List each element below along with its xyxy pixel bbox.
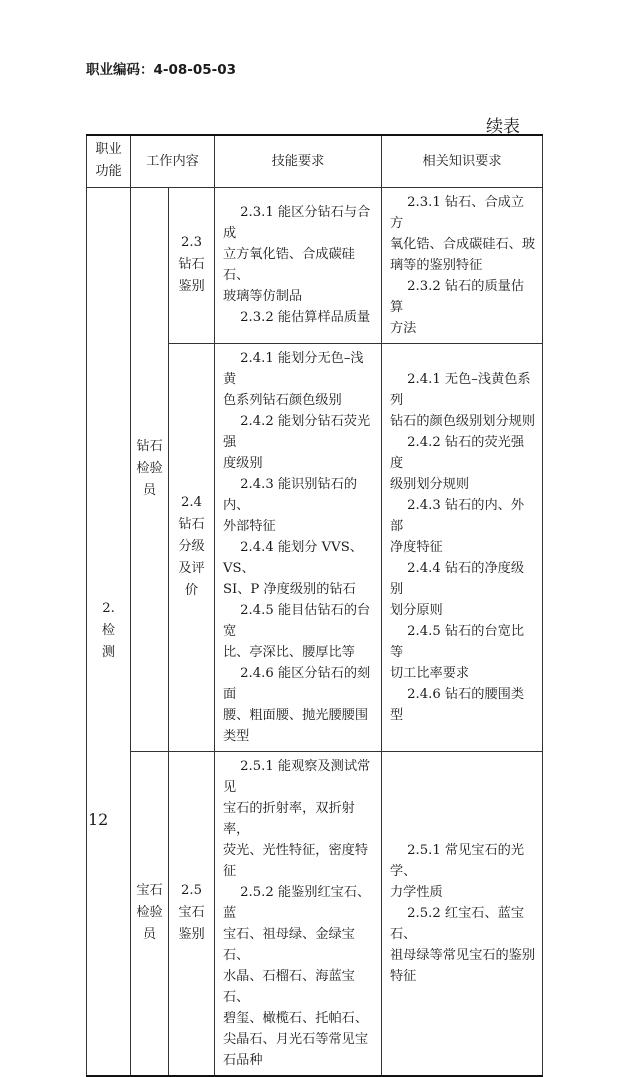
- item-diamond-identification: 2.3 钻石 鉴别: [169, 187, 215, 343]
- header-work-content: 工作内容: [131, 135, 215, 187]
- skill-requirements-table: [86, 134, 543, 1077]
- skills-gem-identification: 2.5.1 能观察及测试常见 宝石的折射率，双折射率， 荧光、光性特征，密度特 征 2.5.2 能鉴别红宝石、蓝 宝石、祖母绿、金绿宝石、 水晶、石榴石、海蓝宝石、 碧玺、橄榄石、托帕石、 尖晶石、月光石等常见宝 石品种: [215, 751, 382, 1076]
- table-row: [87, 187, 543, 343]
- continued-label: 续表: [486, 117, 520, 137]
- table-header-row: [87, 135, 543, 187]
- group-gem-inspector: 宝石 检验 员: [131, 751, 169, 1076]
- knowledge-diamond-grading: 2.4.1 无色–浅黄色系列 钻石的颜色级别划分规则 2.4.2 钻石的荧光强度 级别划分规则 2.4.3 钻石的内、外部 净度特征 2.4.4 钻石的净度级别 划分原则 2.4.5 钻石的台宽比等 切工比率要求 2.4.6 钻石的腰围类型: [382, 343, 543, 751]
- group-diamond-inspector: 钻石 检验 员: [131, 187, 169, 751]
- item-diamond-grading: 2.4 钻石 分级 及评 价: [169, 343, 215, 751]
- skills-diamond-grading: 2.4.1 能划分无色–浅黄 色系列钻石颜色级别 2.4.2 能划分钻石荧光强 度级别 2.4.3 能识别钻石的内、 外部特征 2.4.4 能划分 VVS、VS、 SI、P 净度级别的钻石 2.4.5 能目估钻石的台宽 比、亭深比、腰厚比等 2.4.6 能区分钻石的刻面 腰、粗面腰、抛光腰腰围 类型: [215, 343, 382, 751]
- function-cell: 2. 检 测: [87, 187, 131, 1076]
- knowledge-gem-identification: 2.5.1 常见宝石的光学、 力学性质 2.5.2 红宝石、蓝宝石、 祖母绿等常见宝石的鉴别 特征: [382, 751, 543, 1076]
- page-number: 12: [88, 810, 109, 829]
- header-skills: 技能要求: [215, 135, 382, 187]
- skills-diamond-identification: 2.3.1 能区分钻石与合成 立方氧化锆、合成碳硅石、 玻璃等仿制品 2.3.2 能估算样品质量: [215, 187, 382, 343]
- header-function: 职业 功能: [87, 135, 131, 187]
- table-row: [87, 751, 543, 1076]
- header-knowledge: 相关知识要求: [382, 135, 543, 187]
- item-gem-identification: 2.5 宝石 鉴别: [169, 751, 215, 1076]
- knowledge-diamond-identification: 2.3.1 钻石、合成立方 氧化锆、合成碳硅石、玻 璃等的鉴别特征 2.3.2 钻石的质量估算 方法: [382, 187, 543, 343]
- occupation-code: 职业编码：4-08-05-03: [86, 62, 237, 78]
